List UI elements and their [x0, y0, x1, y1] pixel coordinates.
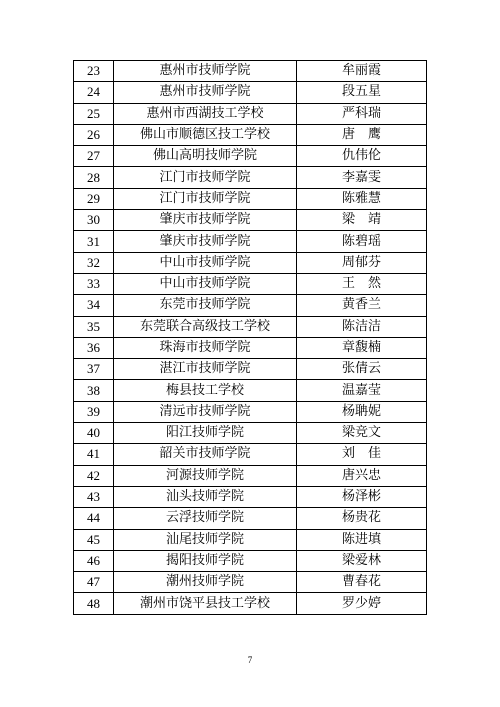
- row-number-cell: 43: [74, 486, 114, 507]
- school-cell: 河源技师学院: [114, 465, 297, 486]
- table-row: [74, 380, 427, 401]
- row-number-cell: 25: [74, 103, 114, 124]
- table-row: [74, 210, 427, 231]
- name-cell: 杨泽彬: [297, 486, 427, 507]
- name-cell: 陈雅慧: [297, 188, 427, 209]
- table-row: [74, 103, 427, 124]
- table-row: [74, 572, 427, 593]
- school-cell: 中山市技师学院: [114, 252, 297, 273]
- name-cell: 仇伟伦: [297, 146, 427, 167]
- name-cell: 杨贵花: [297, 508, 427, 529]
- school-cell: 东莞市技师学院: [114, 295, 297, 316]
- school-cell: 中山市技师学院: [114, 273, 297, 294]
- name-cell: 周郁芬: [297, 252, 427, 273]
- row-number-cell: 32: [74, 252, 114, 273]
- school-cell: 揭阳技师学院: [114, 550, 297, 571]
- table-row: [74, 188, 427, 209]
- table-row: [74, 465, 427, 486]
- row-number-cell: 26: [74, 124, 114, 145]
- row-number-cell: 41: [74, 444, 114, 465]
- name-cell: 李嘉雯: [297, 167, 427, 188]
- table-row: [74, 486, 427, 507]
- row-number-cell: 44: [74, 508, 114, 529]
- page-number: 7: [247, 655, 253, 665]
- school-cell: 阳江技师学院: [114, 423, 297, 444]
- school-cell: 惠州市技师学院: [114, 61, 297, 82]
- name-cell: 梁爱林: [297, 550, 427, 571]
- school-cell: 佛山市顺德区技工学校: [114, 124, 297, 145]
- row-number-cell: 35: [74, 316, 114, 337]
- table-row: [74, 146, 427, 167]
- school-cell: 惠州市西湖技工学校: [114, 103, 297, 124]
- row-number-cell: 38: [74, 380, 114, 401]
- name-cell: 温嘉莹: [297, 380, 427, 401]
- name-cell: 黄香兰: [297, 295, 427, 316]
- name-cell: 段五星: [297, 82, 427, 103]
- name-cell: 章馥楠: [297, 337, 427, 358]
- row-number-cell: 23: [74, 61, 114, 82]
- table-row: [74, 295, 427, 316]
- row-number-cell: 27: [74, 146, 114, 167]
- name-cell: 唐兴忠: [297, 465, 427, 486]
- table-row: [74, 124, 427, 145]
- table-row: [74, 444, 427, 465]
- name-cell: 曹春花: [297, 572, 427, 593]
- name-cell: 梁竞文: [297, 423, 427, 444]
- school-cell: 江门市技师学院: [114, 167, 297, 188]
- name-cell: 唐 鹰: [297, 124, 427, 145]
- school-cell: 湛江市技师学院: [114, 359, 297, 380]
- school-cell: 韶关市技师学院: [114, 444, 297, 465]
- name-cell: 陈碧瑶: [297, 231, 427, 252]
- school-cell: 云浮技师学院: [114, 508, 297, 529]
- table-row: [74, 550, 427, 571]
- row-number-cell: 30: [74, 210, 114, 231]
- name-cell: 陈进填: [297, 529, 427, 550]
- row-number-cell: 46: [74, 550, 114, 571]
- name-cell: 梁 靖: [297, 210, 427, 231]
- row-number-cell: 31: [74, 231, 114, 252]
- table-row: [74, 423, 427, 444]
- table-row: [74, 359, 427, 380]
- table-row: [74, 82, 427, 103]
- row-number-cell: 37: [74, 359, 114, 380]
- row-number-cell: 45: [74, 529, 114, 550]
- row-number-cell: 48: [74, 593, 114, 614]
- roster-table-body: [74, 61, 427, 615]
- school-cell: 珠海市技师学院: [114, 337, 297, 358]
- school-cell: 东莞联合高级技工学校: [114, 316, 297, 337]
- table-row: [74, 231, 427, 252]
- row-number-cell: 24: [74, 82, 114, 103]
- name-cell: 刘 佳: [297, 444, 427, 465]
- row-number-cell: 39: [74, 401, 114, 422]
- row-number-cell: 36: [74, 337, 114, 358]
- table-row: [74, 337, 427, 358]
- name-cell: 陈洁洁: [297, 316, 427, 337]
- table-row: [74, 316, 427, 337]
- name-cell: 王 然: [297, 273, 427, 294]
- name-cell: 杨聃妮: [297, 401, 427, 422]
- school-cell: 梅县技工学校: [114, 380, 297, 401]
- school-cell: 惠州市技师学院: [114, 82, 297, 103]
- name-cell: 严科瑞: [297, 103, 427, 124]
- row-number-cell: 40: [74, 423, 114, 444]
- name-cell: 罗少婷: [297, 593, 427, 614]
- school-cell: 肇庆市技师学院: [114, 210, 297, 231]
- school-cell: 汕尾技师学院: [114, 529, 297, 550]
- table-row: [74, 401, 427, 422]
- table-row: [74, 593, 427, 614]
- school-cell: 清远市技师学院: [114, 401, 297, 422]
- table-row: [74, 529, 427, 550]
- roster-table: [73, 60, 427, 615]
- row-number-cell: 28: [74, 167, 114, 188]
- school-cell: 潮州技师学院: [114, 572, 297, 593]
- row-number-cell: 42: [74, 465, 114, 486]
- school-cell: 佛山高明技师学院: [114, 146, 297, 167]
- table-row: [74, 61, 427, 82]
- table-row: [74, 508, 427, 529]
- school-cell: 汕头技师学院: [114, 486, 297, 507]
- row-number-cell: 29: [74, 188, 114, 209]
- table-row: [74, 167, 427, 188]
- name-cell: 张倩云: [297, 359, 427, 380]
- table-row: [74, 252, 427, 273]
- school-cell: 江门市技师学院: [114, 188, 297, 209]
- school-cell: 潮州市饶平县技工学校: [114, 593, 297, 614]
- row-number-cell: 33: [74, 273, 114, 294]
- row-number-cell: 47: [74, 572, 114, 593]
- row-number-cell: 34: [74, 295, 114, 316]
- table-row: [74, 273, 427, 294]
- name-cell: 牟丽霞: [297, 61, 427, 82]
- school-cell: 肇庆市技师学院: [114, 231, 297, 252]
